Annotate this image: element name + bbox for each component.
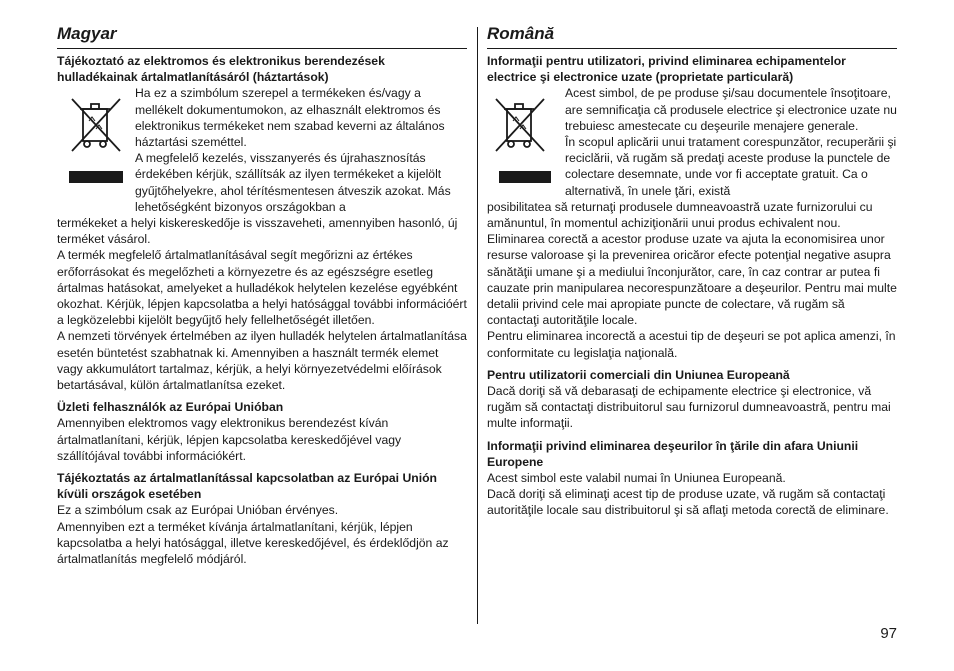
hu-paragraph-symbol: Ha ez a szimbólum szerepel a termékeken és/vagy a mellékelt dokumentumokon, az elhasznált elektromos és elektronikus termékeket nem szabad keverni az általános háztartási szeméttel.: [135, 86, 445, 150]
hu-heading-households: Tájékoztató az elektromos és elektronikus berendezések hulladékainak ártalmatlanításáról (háztartások): [57, 54, 385, 85]
ro-section-title: Română: [487, 20, 897, 49]
hu-paragraph-business: Amennyiben elektromos vagy elektronikus berendezést kíván ártalmatlanítani, kérjük, lépjen kapcsolatba kereskedőjével vagy szállítójával további információkért.: [57, 416, 402, 463]
hungarian-column: [57, 20, 467, 567]
ro-symbol-bar: [499, 171, 551, 183]
hu-paragraph-collection: A megfelelő kezelés, visszanyerés és újrahasznosítás érdekében kérjük, szállítsák az ilyen termékeket a kijelölt gyűjtőhelyekre, ahol térítésmentesen átveszik azokat. Más lehetőségként bizonyos országokban a: [135, 151, 451, 214]
ro-paragraph-symbol: Acest simbol, de pe produse şi/sau documentele însoţitoare, are semnificaţia că produsele electrice şi electronice uzate nu trebuiesc amestecate cu deşeurile menajere generale.: [565, 86, 897, 133]
ro-heading-households: Informaţii pentru utilizatori, privind eliminarea echipamentelor electrice şi electronice uzate (proprietate particulară): [487, 54, 846, 85]
hu-section-title: Magyar: [57, 20, 467, 49]
ro-paragraph-collection: În scopul aplicării unui tratament corespunzător, recuperării şi reciclării, vă rugăm să predaţi aceste produse la punctele de colectare desemnate, unde vor fi acceptate gratuit. Ca o alternativă, în unele ţări, există: [565, 135, 897, 198]
crossed-out-bin-icon: [67, 95, 125, 157]
ro-paragraph-resources: Eliminarea corectă a acestor produse uzate va ajuta la economisirea unor resurse valoroase şi la prevenirea oricăror efecte potenţial negative asupra sănătăţii umane şi a mediului înconjurător, care, în caz contrar ar putea fi cauzate prin manipularea necorespunzătoare a deşeurilor. Pentru mai multe detalii privind cele mai apropiate puncte de colectare, vă rugăm să contactaţi autorităţile locale.: [487, 232, 897, 328]
ro-symbol-block: [487, 85, 897, 198]
hu-heading-outside-eu: Tájékoztatás az ártalmatlanítással kapcsolatban az Európai Unión kívüli országok esetében: [57, 471, 437, 502]
hu-paragraph-eu-only: Ez a szimbólum csak az Európai Unióban érvényes.: [57, 503, 339, 518]
crossed-out-bin-icon: [491, 95, 549, 157]
ro-paragraph-disposal: Dacă doriţi să eliminaţi acest tip de produse uzate, vă rugăm să contactaţi autorităţile locale sau distribuitorul şi să aflaţi metoda corectă de eliminare.: [487, 487, 889, 518]
hu-symbol-block: [57, 85, 467, 215]
romanian-column: [487, 20, 897, 519]
column-divider: [477, 27, 478, 624]
ro-heading-business: Pentru utilizatorii comerciali din Uniunea Europeană: [487, 367, 790, 382]
page-number: 97: [880, 625, 897, 642]
ro-heading-outside-eu: Informaţii privind eliminarea deşeurilor în ţările din afara Uniunii Europene: [487, 438, 859, 469]
hu-paragraph-resources: A termék megfelelő ártalmatlanításával segít megőrizni az értékes erőforrásokat és megelőzheti a környezetre és az egészségre esetleg ártalmas hatásokat, amelyeket a hulladékok helytelen kezelése egyébként okozhat. Kérjük, lépjen kapcsolatba a helyi hatósággal további információért a legközelebbi kijelölt begyűjtő hely fellelhetőségét illetően.: [57, 248, 467, 328]
ro-paragraph-penalties: Pentru eliminarea incorectă a acestui tip de deşeuri se pot aplica amenzi, în conformitate cu legislaţia naţională.: [487, 329, 896, 360]
hu-heading-business: Üzleti felhasználók az Európai Unióban: [57, 400, 284, 415]
hu-paragraph-penalties: A nemzeti törvények értelmében az ilyen hulladék helytelen ártalmatlanítása esetén büntetést szabhatnak ki. Amennyiben a használt termék elemet vagy akkumulátort tartalmaz, kérjük, a helyi környezetvédelmi előírások betartásával, külön ártalmatlanítsa ezeket.: [57, 329, 467, 393]
hu-paragraph-disposal: Amennyiben ezt a terméket kívánja ártalmatlanítani, kérjük, lépjen kapcsolatba a helyi hatósággal, illetve kereskedőjével, és érdeklődjön az ártalmatlanítás megfelelő módjáról.: [57, 519, 449, 567]
ro-paragraph-business: Dacă doriţi să vă debarasaţi de echipamente electrice şi electronice, vă rugăm să contactaţi distribuitorul sau furnizorul dumneavoastră, pentru mai multe informaţii.: [487, 384, 891, 431]
ro-paragraph-eu-only: Acest simbol este valabil numai în Uniunea Europeană.: [487, 471, 786, 486]
hu-symbol-bar: [69, 171, 123, 183]
ro-paragraph-retailer: posibilitatea să returnaţi produsele dumneavoastră uzate furnizorului cu amănuntul, în momentul achiziţionării unui produs echivalent nou.: [487, 199, 873, 231]
hu-paragraph-retailer: termékeket a helyi kiskereskedője is visszaveheti, amennyiben hasonló, új terméket vásárol.: [57, 216, 458, 247]
